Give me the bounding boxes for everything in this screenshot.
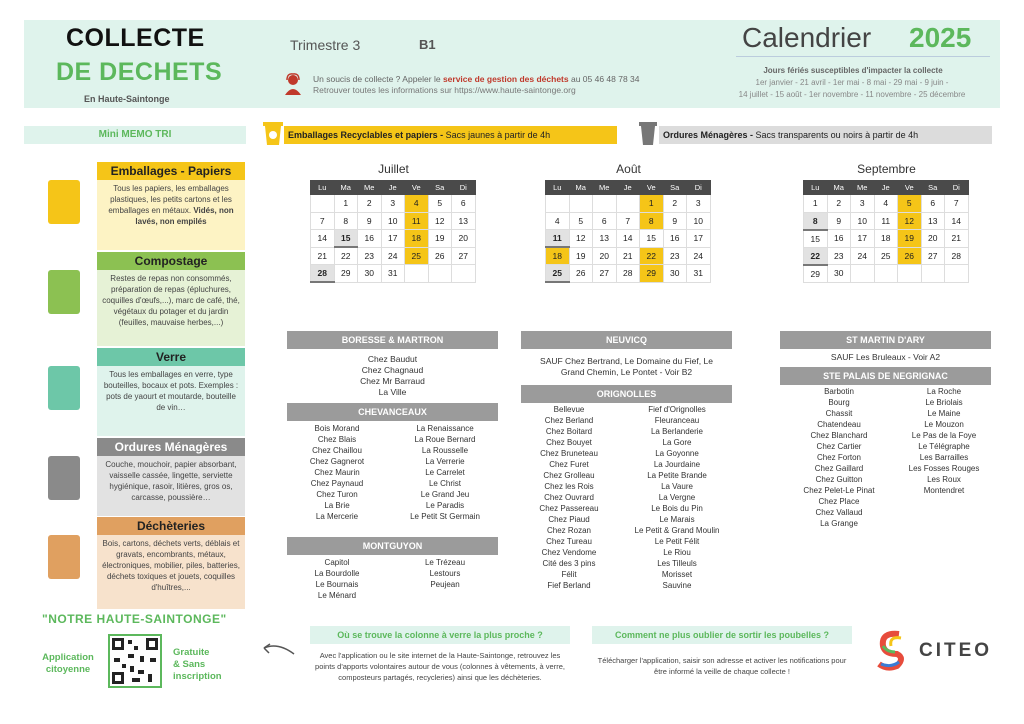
place-name: Chez les Rois [544, 482, 594, 491]
day-cell: 2 [663, 195, 687, 213]
day-cell: 13 [593, 230, 617, 248]
day-cell [452, 265, 476, 283]
day-cell: 15 [334, 230, 358, 248]
place-name: La Goyonne [655, 449, 699, 458]
brand-name: "NOTRE HAUTE-SAINTONGE" [42, 612, 227, 626]
day-cell: 7 [311, 212, 335, 230]
weekday-cell: Me [851, 181, 875, 195]
day-cell: 17 [687, 230, 711, 248]
place-name: Chez Cartier [816, 442, 862, 451]
place-name: La Grange [820, 519, 858, 528]
citeo-logo: CITEO [919, 640, 993, 661]
place-name: Le Trézeau [424, 558, 466, 567]
place-name: Chassit [825, 409, 853, 418]
month-name: Juillet [378, 162, 409, 176]
weekday-cell: Me [593, 181, 617, 195]
weekday-cell: Di [687, 181, 711, 195]
day-cell: 28 [311, 265, 335, 283]
memo-category-title: Déchèteries [97, 517, 245, 535]
place-name: Le Bois du Pin [651, 504, 703, 513]
week-row [546, 195, 711, 213]
place-name: La Verrerie [425, 457, 465, 466]
day-cell: 6 [921, 195, 945, 213]
memo-category-text: Restes de repas non consommés, préparation de repas (épluchures, coquilles d'œufs,...), marc de café, thé, végétaux du potager et du jardin (feuilles, mauvaise herbes,...) [97, 270, 245, 346]
week-row [311, 195, 476, 213]
month-name: Août [616, 162, 641, 176]
header-divider [736, 56, 990, 57]
place-name: Chez Forton [816, 453, 862, 462]
place-name: La Petite Brande [647, 471, 707, 480]
day-cell: 9 [358, 212, 382, 230]
day-cell: 2 [827, 195, 851, 213]
place-name: La Vergne [658, 493, 696, 502]
day-cell: 8 [334, 212, 358, 230]
qr-code-icon[interactable] [108, 634, 162, 688]
day-cell: 5 [898, 195, 922, 213]
place-name: Chez Paynaud [310, 479, 364, 488]
subtitle: En Haute-Saintonge [84, 94, 170, 104]
place-name: Chez Baudut [367, 354, 418, 364]
day-cell: 1 [640, 195, 664, 213]
day-cell: 29 [640, 265, 664, 283]
month-name: Septembre [857, 162, 916, 176]
place-name: Chez Piaud [548, 515, 590, 524]
day-cell: 30 [663, 265, 687, 283]
place-name: La Ville [378, 387, 407, 397]
place-name: Chez Furet [549, 460, 589, 469]
weekday-cell: Ve [405, 181, 429, 195]
zone-boresse-list [287, 354, 498, 398]
day-cell: 7 [945, 195, 969, 213]
memo-category-text: Bois, cartons, déchets verts, déblais et gravats, encombrants, métaux, électroniques, mobilier, piles, batteries, déchets toxiques et jouets, coquilles d'huîtres,... [97, 535, 245, 609]
info-bins-title: Comment ne plus oublier de sortir les poubelles ? [592, 626, 852, 644]
week-row [546, 230, 711, 248]
info-glass-text: Avec l'application ou le site internet de la Haute-Saintonge, retrouvez les points d'apports volontaires autour de vous (colonnes à vêtements, à verre, composteurs partagés, recycleries) ainsi que les déchèteries. [315, 651, 565, 682]
weekday-cell: Je [616, 181, 640, 195]
day-cell: 27 [921, 247, 945, 265]
place-name: Chez Guitton [815, 475, 863, 484]
week-row [311, 265, 476, 283]
place-name: Le Riou [663, 548, 691, 557]
day-cell [569, 195, 593, 213]
place-name: Chez Rozan [546, 526, 592, 535]
place-name: La Roche [926, 387, 962, 396]
day-cell: 12 [428, 212, 452, 230]
week-row [311, 212, 476, 230]
day-cell: 29 [804, 265, 828, 283]
zone-stepalais-left [780, 386, 898, 529]
day-cell: 29 [334, 265, 358, 283]
day-cell: 12 [569, 230, 593, 248]
day-cell: 10 [381, 212, 405, 230]
day-cell: 6 [452, 195, 476, 213]
week-row [804, 247, 969, 265]
place-name: La Bourdolle [314, 569, 360, 578]
place-name: Les Barrailles [919, 453, 969, 462]
place-name: La Rousselle [421, 446, 469, 455]
day-cell [428, 265, 452, 283]
place-name: Chez Gaillard [814, 464, 864, 473]
day-cell [311, 195, 335, 213]
place-name: Chez Place [818, 497, 860, 506]
zone-stmartin-note: SAUF Les Bruleaux - Voir A2 [830, 352, 941, 362]
place-name: La Berlanderie [650, 427, 704, 436]
title-line2: DE DECHETS [56, 58, 223, 86]
day-cell: 16 [827, 230, 851, 248]
place-name: La Vaure [661, 482, 693, 491]
zone-boresse-header: BORESSE & MARTRON [287, 331, 498, 349]
month-calendar-table [310, 180, 476, 283]
place-name: Le Petit & Grand Moulin [634, 526, 720, 535]
day-cell: 18 [546, 247, 570, 265]
day-cell: 9 [663, 212, 687, 230]
info-glass-title: Où se trouve la colonne à verre la plus proche ? [310, 626, 570, 644]
place-name: Le Petit St Germain [410, 512, 480, 521]
place-name: Chez Chaillou [312, 446, 362, 455]
place-name: Les Tilleuls [657, 559, 697, 568]
yellow-bag-bar: Emballages Recyclables et papiers - Sacs jaunes à partir de 4h [284, 126, 617, 144]
zone-montguyon-header: MONTGUYON [287, 537, 498, 555]
day-cell: 14 [616, 230, 640, 248]
weekday-cell: Sa [428, 181, 452, 195]
zone-montguyon-left [287, 557, 387, 601]
day-cell: 17 [381, 230, 405, 248]
day-cell: 10 [687, 212, 711, 230]
place-name: Barbotin [824, 387, 854, 396]
day-cell: 26 [569, 265, 593, 283]
grey-bin-icon [638, 118, 658, 146]
day-cell [593, 195, 617, 213]
day-cell: 3 [687, 195, 711, 213]
zone-stepalais-right [892, 386, 996, 496]
memo-category-title: Emballages - Papiers [97, 162, 245, 180]
day-cell: 11 [546, 230, 570, 248]
day-cell: 5 [428, 195, 452, 213]
place-name: Félit [561, 570, 577, 579]
zone-montguyon-right [392, 557, 498, 590]
place-name: Morisset [661, 570, 693, 579]
composter-icon [48, 270, 80, 314]
weekday-cell: Lu [804, 181, 828, 195]
weekday-cell: Sa [663, 181, 687, 195]
place-name: Le Bournais [315, 580, 359, 589]
week-row [546, 247, 711, 265]
weekday-cell: Ma [569, 181, 593, 195]
week-row [804, 195, 969, 213]
day-cell [851, 265, 875, 283]
weekday-cell: Di [452, 181, 476, 195]
memo-category-title: Verre [97, 348, 245, 366]
week-row [804, 265, 969, 283]
day-cell: 28 [945, 247, 969, 265]
day-cell: 26 [898, 247, 922, 265]
day-cell: 21 [945, 230, 969, 248]
memo-category-text: Tous les emballages en verre, type bouteilles, bocaux et pots. Exemples : pots de yaourt et moutarde, bouteille de vin… [97, 366, 245, 436]
place-name: Montendret [923, 486, 965, 495]
place-name: La Roue Bernard [414, 435, 476, 444]
day-cell: 6 [593, 212, 617, 230]
weekday-row [804, 181, 969, 195]
day-cell: 31 [687, 265, 711, 283]
zone-chevanceaux-header: CHEVANCEAUX [287, 403, 498, 421]
day-cell [405, 265, 429, 283]
week-row [804, 230, 969, 248]
week-row [546, 212, 711, 230]
place-name: Bourg [828, 398, 850, 407]
weekday-cell: Ve [640, 181, 664, 195]
weekday-row [311, 181, 476, 195]
weekday-cell: Sa [921, 181, 945, 195]
place-name: La Gore [662, 438, 692, 447]
day-cell: 25 [874, 247, 898, 265]
day-cell: 15 [804, 230, 828, 248]
place-name: Fief Berland [547, 581, 591, 590]
day-cell: 4 [405, 195, 429, 213]
day-cell: 1 [804, 195, 828, 213]
month-calendar-table [545, 180, 711, 283]
week-row [804, 212, 969, 230]
website-line: Retrouver toutes les informations sur https://www.haute-saintonge.org [313, 85, 576, 95]
day-cell: 16 [358, 230, 382, 248]
day-cell: 17 [851, 230, 875, 248]
day-cell: 9 [827, 212, 851, 230]
zone-chevanceaux-left [287, 423, 387, 522]
place-name: Chez Maurin [314, 468, 360, 477]
place-name: Chez Tureau [546, 537, 592, 546]
place-name: Chez Boitard [545, 427, 593, 436]
day-cell: 27 [593, 265, 617, 283]
day-cell: 7 [616, 212, 640, 230]
day-cell: 8 [640, 212, 664, 230]
weekday-cell: Ma [334, 181, 358, 195]
day-cell: 19 [569, 247, 593, 265]
week-row [311, 247, 476, 265]
place-name: Chez Passereau [539, 504, 599, 513]
recycling-center-icon [48, 535, 80, 579]
place-name: Chez Vendome [541, 548, 597, 557]
day-cell: 22 [334, 247, 358, 265]
day-cell: 19 [898, 230, 922, 248]
day-cell: 4 [546, 212, 570, 230]
day-cell [546, 195, 570, 213]
day-cell: 5 [569, 212, 593, 230]
zone-orignolles-right [622, 404, 732, 591]
day-cell: 25 [546, 265, 570, 283]
day-cell: 30 [827, 265, 851, 283]
place-name: Chez Blanchard [810, 431, 868, 440]
day-cell [616, 195, 640, 213]
day-cell: 2 [358, 195, 382, 213]
day-cell: 1 [334, 195, 358, 213]
day-cell: 25 [405, 247, 429, 265]
place-name: Fleuranceau [654, 416, 700, 425]
place-name: Chez Gagnerot [309, 457, 365, 466]
memo-category-title: Compostage [97, 252, 245, 270]
place-name: Chez Chagnaud [361, 365, 424, 375]
place-name: Chez Mr Barraud [360, 376, 425, 386]
place-name: Chez Grolleau [543, 471, 595, 480]
place-name: Le Maine [927, 409, 961, 418]
day-cell: 14 [945, 212, 969, 230]
memo-category-text: Tous les papiers, les emballages plastiques, les petits cartons et les emballages en métaux. Vidés, non lavés, non empilés [97, 180, 245, 250]
zone-chevanceaux-right [392, 423, 498, 522]
day-cell: 22 [640, 247, 664, 265]
calendar-label: Calendrier [742, 22, 872, 53]
day-cell [921, 265, 945, 283]
title-line1: COLLECTE [66, 24, 205, 52]
day-cell: 20 [452, 230, 476, 248]
month-calendar-table [803, 180, 969, 283]
zone-label: B1 [419, 37, 436, 52]
quarter-label: Trimestre 3 [290, 37, 361, 53]
weekday-cell: Je [381, 181, 405, 195]
place-name: La Mercerie [315, 512, 359, 521]
place-name: Cité des 3 pins [542, 559, 596, 568]
day-cell: 4 [874, 195, 898, 213]
zone-neuvicq-header: NEUVICQ [521, 331, 732, 349]
place-name: Chatendeau [817, 420, 861, 429]
week-row [311, 230, 476, 248]
weekday-cell: Di [945, 181, 969, 195]
day-cell: 30 [358, 265, 382, 283]
arrow-left-icon [258, 640, 298, 660]
place-name: Le Paradis [425, 501, 465, 510]
place-name: Fief d'Orignolles [648, 405, 706, 414]
week-row [546, 265, 711, 283]
day-cell: 3 [851, 195, 875, 213]
day-cell: 28 [616, 265, 640, 283]
zone-neuvicq-note: SAUF Chez Bertrand, Le Domaine du Fief, Le Grand Chemin, Le Pontet - Voir B2 [540, 356, 713, 377]
day-cell: 24 [687, 247, 711, 265]
day-cell: 18 [874, 230, 898, 248]
free-label: Gratuite & Sans inscription [173, 647, 222, 682]
zone-stepalais-header: STE PALAIS DE NEGRIGNAC [780, 367, 991, 385]
haute-saintonge-logo-icon [873, 628, 909, 672]
yellow-bin-icon [48, 180, 80, 224]
place-name: Le Télégraphe [918, 442, 970, 451]
day-cell: 27 [452, 247, 476, 265]
day-cell: 18 [405, 230, 429, 248]
place-name: Chez Blais [317, 435, 357, 444]
day-cell: 21 [311, 247, 335, 265]
memo-title: Mini MEMO TRI [24, 126, 246, 144]
weekday-cell: Ve [898, 181, 922, 195]
place-name: Le Christ [428, 479, 461, 488]
day-cell: 10 [851, 212, 875, 230]
weekday-cell: Me [358, 181, 382, 195]
place-name: Les Fosses Rouges [908, 464, 980, 473]
grey-bin-icon [48, 456, 80, 500]
day-cell: 31 [381, 265, 405, 283]
place-name: Bellevue [553, 405, 585, 414]
day-cell: 14 [311, 230, 335, 248]
day-cell: 24 [851, 247, 875, 265]
day-cell: 23 [358, 247, 382, 265]
grey-bag-bar: Ordures Ménagères - Sacs transparents ou noirs à partir de 4h [659, 126, 992, 144]
day-cell: 16 [663, 230, 687, 248]
day-cell: 24 [381, 247, 405, 265]
day-cell: 15 [640, 230, 664, 248]
place-name: Chez Pelet-Le Pinat [803, 486, 875, 495]
contact-line: Un soucis de collecte ? Appeler le service de gestion des déchets au 05 46 48 78 34 [313, 74, 640, 84]
place-name: Chez Vallaud [815, 508, 863, 517]
place-name: La Brie [324, 501, 350, 510]
app-label: Application citoyenne [42, 652, 94, 675]
day-cell: 13 [921, 212, 945, 230]
holidays-list: 1er janvier - 21 avril - 1er mai - 8 mai - 29 mai - 9 juin - 14 juillet - 15 août - 1er novembre - 11 novembre - 25 décembre [738, 78, 966, 99]
place-name: Sauvine [662, 581, 692, 590]
memo-category-title: Ordures Ménagères [97, 438, 245, 456]
holidays-title: Jours fériés susceptibles d'impacter la collecte [763, 66, 943, 75]
place-name: La Jourdaine [653, 460, 701, 469]
day-cell [874, 265, 898, 283]
day-cell: 11 [874, 212, 898, 230]
phone-operator-icon [283, 73, 303, 95]
place-name: Chez Bouyet [546, 438, 592, 447]
place-name: Les Roux [927, 475, 961, 484]
place-name: Capitol [324, 558, 350, 567]
place-name: Le Grand Jeu [420, 490, 470, 499]
day-cell: 21 [616, 247, 640, 265]
zone-orignolles-left [521, 404, 617, 591]
day-cell: 12 [898, 212, 922, 230]
place-name: Le Carrelet [425, 468, 465, 477]
weekday-cell: Je [874, 181, 898, 195]
memo-category-text: Couche, mouchoir, papier absorbant, vaisselle cassée, lingette, serviette hygiénique, rasoir, litières, gros os, carcasse, poussière… [97, 456, 245, 516]
place-name: Le Briolais [925, 398, 963, 407]
day-cell: 26 [428, 247, 452, 265]
day-cell: 22 [804, 247, 828, 265]
weekday-row [546, 181, 711, 195]
yellow-bin-icon [262, 118, 284, 146]
day-cell: 8 [804, 212, 828, 230]
place-name: Le Marais [659, 515, 695, 524]
year-label: 2025 [909, 22, 972, 53]
day-cell: 3 [381, 195, 405, 213]
day-cell: 13 [452, 212, 476, 230]
place-name: Chez Turon [316, 490, 358, 499]
zone-orignolles-header: ORIGNOLLES [521, 385, 732, 403]
day-cell: 19 [428, 230, 452, 248]
place-name: Chez Ouvrard [544, 493, 594, 502]
place-name: Peujean [430, 580, 460, 589]
place-name: Bois Morand [314, 424, 360, 433]
day-cell: 23 [827, 247, 851, 265]
day-cell: 11 [405, 212, 429, 230]
day-cell: 20 [921, 230, 945, 248]
place-name: Chez Bruneteau [540, 449, 598, 458]
weekday-cell: Ma [827, 181, 851, 195]
glass-bank-icon [48, 366, 80, 410]
info-bins-text: Télécharger l'application, saisir son adresse et activer les notifications pour être informé la veille de chaque collecte ! [597, 656, 847, 676]
place-name: Le Mouzon [924, 420, 964, 429]
place-name: Le Ménard [317, 591, 357, 600]
zone-stmartin-header: ST MARTIN D'ARY [780, 331, 991, 349]
place-name: Chez Berland [544, 416, 594, 425]
day-cell [898, 265, 922, 283]
place-name: Le Pas de la Foye [911, 431, 977, 440]
place-name: Lestours [429, 569, 461, 578]
weekday-cell: Lu [546, 181, 570, 195]
place-name: La Renaissance [416, 424, 474, 433]
day-cell: 23 [663, 247, 687, 265]
day-cell [945, 265, 969, 283]
place-name: Le Petit Félit [654, 537, 700, 546]
day-cell: 20 [593, 247, 617, 265]
weekday-cell: Lu [311, 181, 335, 195]
